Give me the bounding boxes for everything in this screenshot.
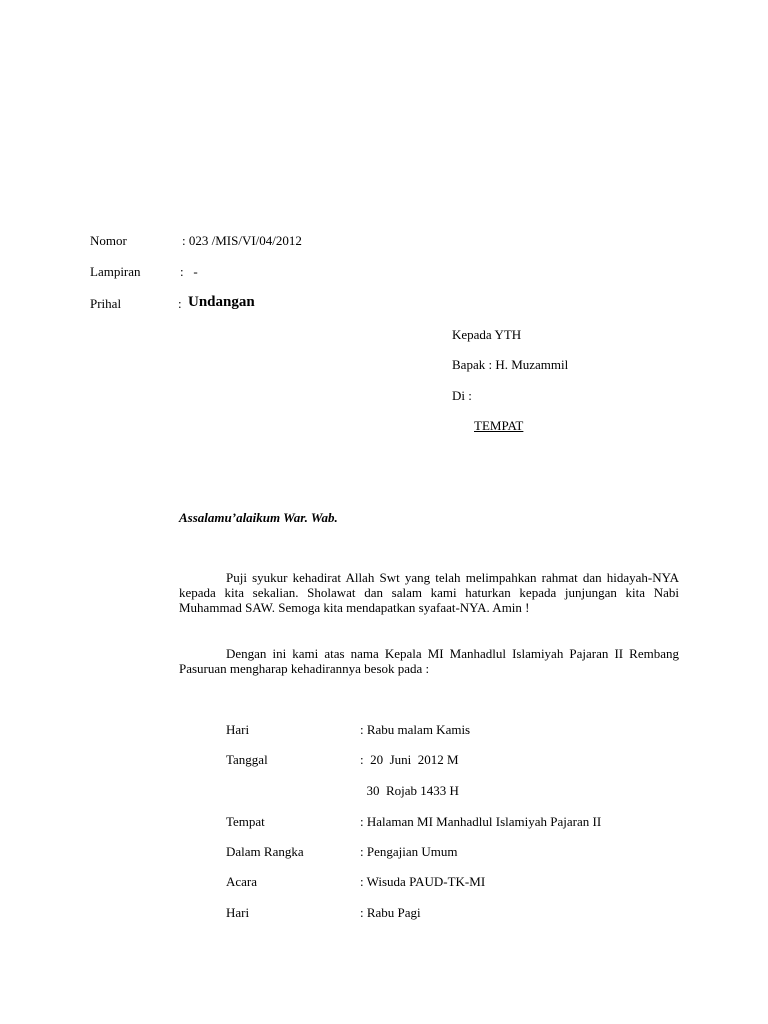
recipient-line-1: Kepada YTH xyxy=(452,327,522,342)
detail-value-dalam-rangka: : Pengajian Umum xyxy=(360,844,458,859)
paragraph-1: Puji syukur kehadirat Allah Swt yang telah melimpahkan rahmat dan hidayah-NYA kepada kita sekalian. Sholawat dan salam kami haturkan kepada junjungan kita Nabi Muhammad SAW. Semoga kita mendapatkan syafaat-NYA. Amin ! xyxy=(179,570,679,615)
prihal-colon: : xyxy=(178,296,182,311)
detail-value-tanggal: : 20 Juni 2012 M xyxy=(360,752,459,767)
nomor-label: Nomor xyxy=(90,233,127,248)
detail-label-tempat: Tempat xyxy=(226,814,265,829)
detail-label-acara: Acara xyxy=(226,874,258,889)
recipient-line-2: Bapak : H. Muzammil xyxy=(452,357,569,372)
detail-label-hari-2: Hari xyxy=(226,905,250,920)
detail-label-tanggal: Tanggal xyxy=(226,752,268,767)
prihal-value: Undangan xyxy=(188,294,255,310)
detail-value-hari: : Rabu malam Kamis xyxy=(360,722,471,737)
nomor-value: : 023 /MIS/VI/04/2012 xyxy=(182,233,302,248)
lampiran-value: : - xyxy=(180,264,198,279)
detail-value-tempat: : Halaman MI Manhadlul Islamiyah Pajaran II xyxy=(360,814,602,829)
detail-label-dalam-rangka: Dalam Rangka xyxy=(226,844,304,859)
detail-value-acara: : Wisuda PAUD-TK-MI xyxy=(360,874,486,889)
prihal-label: Prihal xyxy=(90,296,122,311)
detail-label-hari: Hari xyxy=(226,722,250,737)
lampiran-label: Lampiran xyxy=(90,264,141,279)
greeting: Assalamu’alaikum War. Wab. xyxy=(179,510,338,525)
detail-value-hari-2: : Rabu Pagi xyxy=(360,905,421,920)
detail-value-hijri: 30 Rojab 1433 H xyxy=(360,783,459,798)
recipient-line-3: Di : xyxy=(452,388,472,403)
recipient-line-4: TEMPAT xyxy=(474,418,524,433)
paragraph-2: Dengan ini kami atas nama Kepala MI Manhadlul Islamiyah Pajaran II Rembang Pasuruan mengharap kehadirannya besok pada : xyxy=(179,646,679,676)
